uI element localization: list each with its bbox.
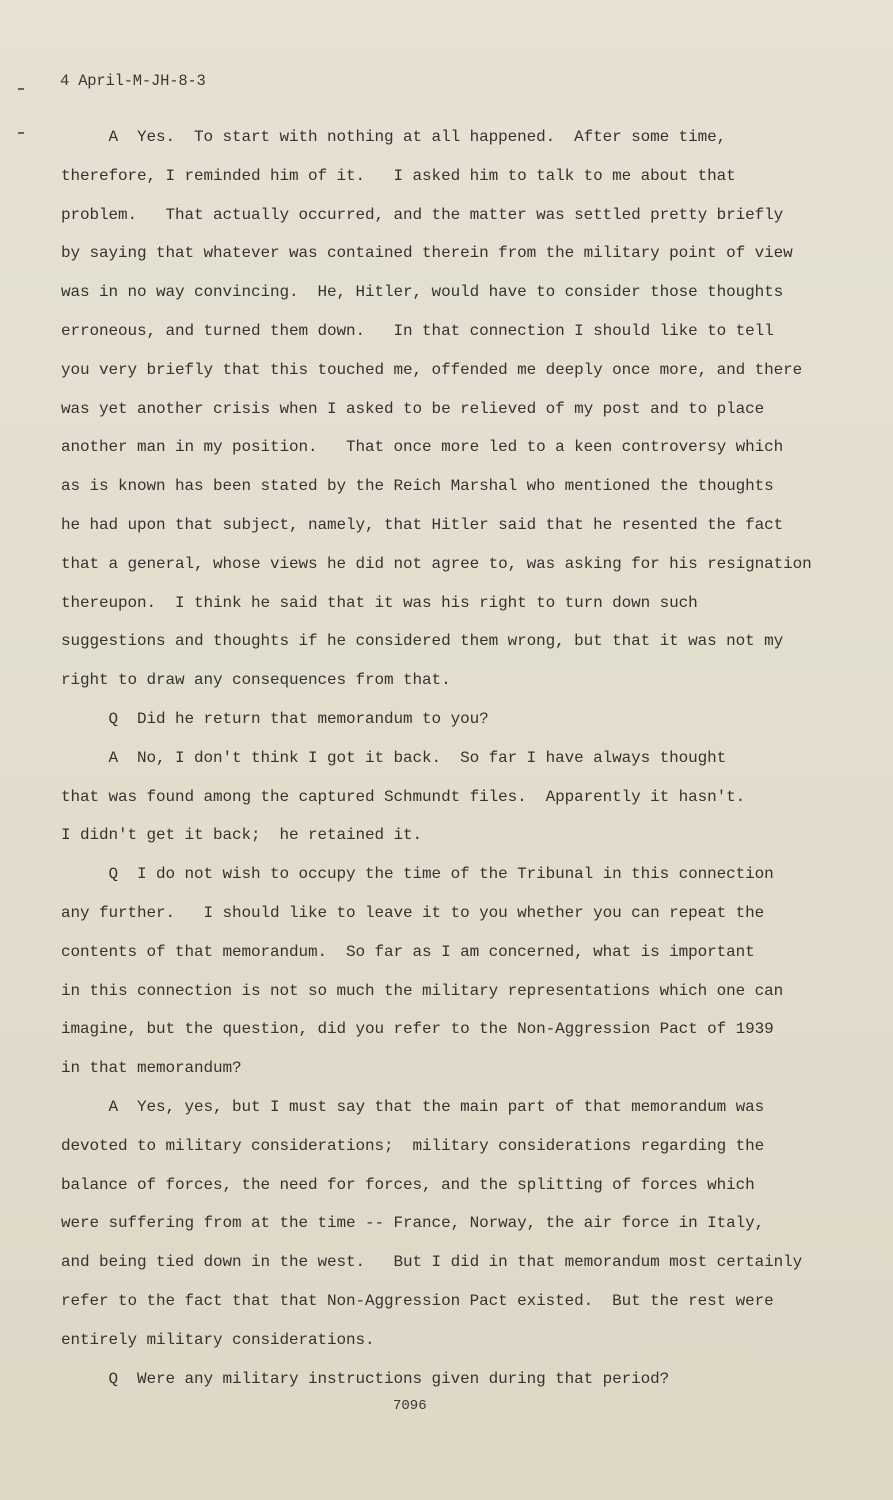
text-line: right to draw any consequences from that.: [61, 671, 451, 690]
text-line: erroneous, and turned them down. In that connection I should like to tell: [61, 322, 774, 340]
text-line: as is known has been stated by the Reich Marshal who mentioned the thoughts: [61, 477, 774, 496]
text-line: balance of forces, the need for forces, and the splitting of forces which: [61, 1175, 755, 1194]
text-line: were suffering from at the time -- France, Norway, the air force in Italy,: [61, 1214, 765, 1233]
text-line: was in no way convincing. He, Hitler, would have to consider those thoughts: [61, 283, 784, 302]
page-header: 4 April-M-JH-8-3: [60, 72, 206, 90]
text-line: in that memorandum?: [61, 1059, 242, 1078]
text-line: contents of that memorandum. So far as I am concerned, what is important: [61, 942, 755, 961]
text-line: devoted to military considerations; military considerations regarding the: [61, 1136, 765, 1155]
text-line: Q I do not wish to occupy the time of the Tribunal in this connection: [61, 865, 774, 884]
page-number: 7096: [393, 1398, 427, 1414]
text-line: entirely military considerations.: [61, 1330, 375, 1349]
text-line: by saying that whatever was contained therein from the military point of view: [61, 244, 793, 263]
text-line: you very briefly that this touched me, offended me deeply once more, and there: [61, 360, 803, 379]
text-line: was yet another crisis when I asked to be relieved of my post and to place: [61, 399, 765, 418]
text-line: Q Were any military instructions given during that period?: [61, 1369, 670, 1388]
text-line: I didn't get it back; he retained it.: [61, 826, 423, 845]
text-line: in this connection is not so much the military representations which one can: [61, 981, 784, 1000]
text-line: imagine, but the question, did you refer to the Non-Aggression Pact of 1939: [61, 1020, 774, 1039]
text-line: another man in my position. That once more led to a keen controversy which: [61, 438, 784, 457]
text-line: A Yes. To start with nothing at all happened. After some time,: [61, 128, 727, 146]
text-line: therefore, I reminded him of it. I asked him to talk to me about that: [61, 166, 736, 185]
text-line: suggestions and thoughts if he considered them wrong, but that it was not my: [61, 632, 784, 651]
text-line: refer to the fact that that Non-Aggression Pact existed. But the rest were: [61, 1292, 774, 1310]
margin-mark: [18, 132, 24, 134]
text-line: problem. That actually occurred, and the matter was settled pretty briefly: [61, 205, 784, 224]
text-line: any further. I should like to leave it to you whether you can repeat the: [61, 904, 765, 922]
text-line: thereupon. I think he said that it was his right to turn down such: [61, 593, 698, 612]
text-line: that was found among the captured Schmundt files. Apparently it hasn't.: [61, 787, 746, 806]
text-line: Q Did he return that memorandum to you?: [61, 710, 489, 728]
text-line: and being tied down in the west. But I did in that memorandum most certainly: [61, 1253, 803, 1272]
text-line: A No, I don't think I got it back. So far I have always thought: [61, 748, 727, 767]
margin-mark: [18, 88, 24, 90]
text-line: A Yes, yes, but I must say that the main part of that memorandum was: [61, 1098, 765, 1116]
text-line: that a general, whose views he did not agree to, was asking for his resignation: [61, 554, 812, 573]
text-line: he had upon that subject, namely, that Hitler said that he resented the fact: [61, 516, 784, 534]
